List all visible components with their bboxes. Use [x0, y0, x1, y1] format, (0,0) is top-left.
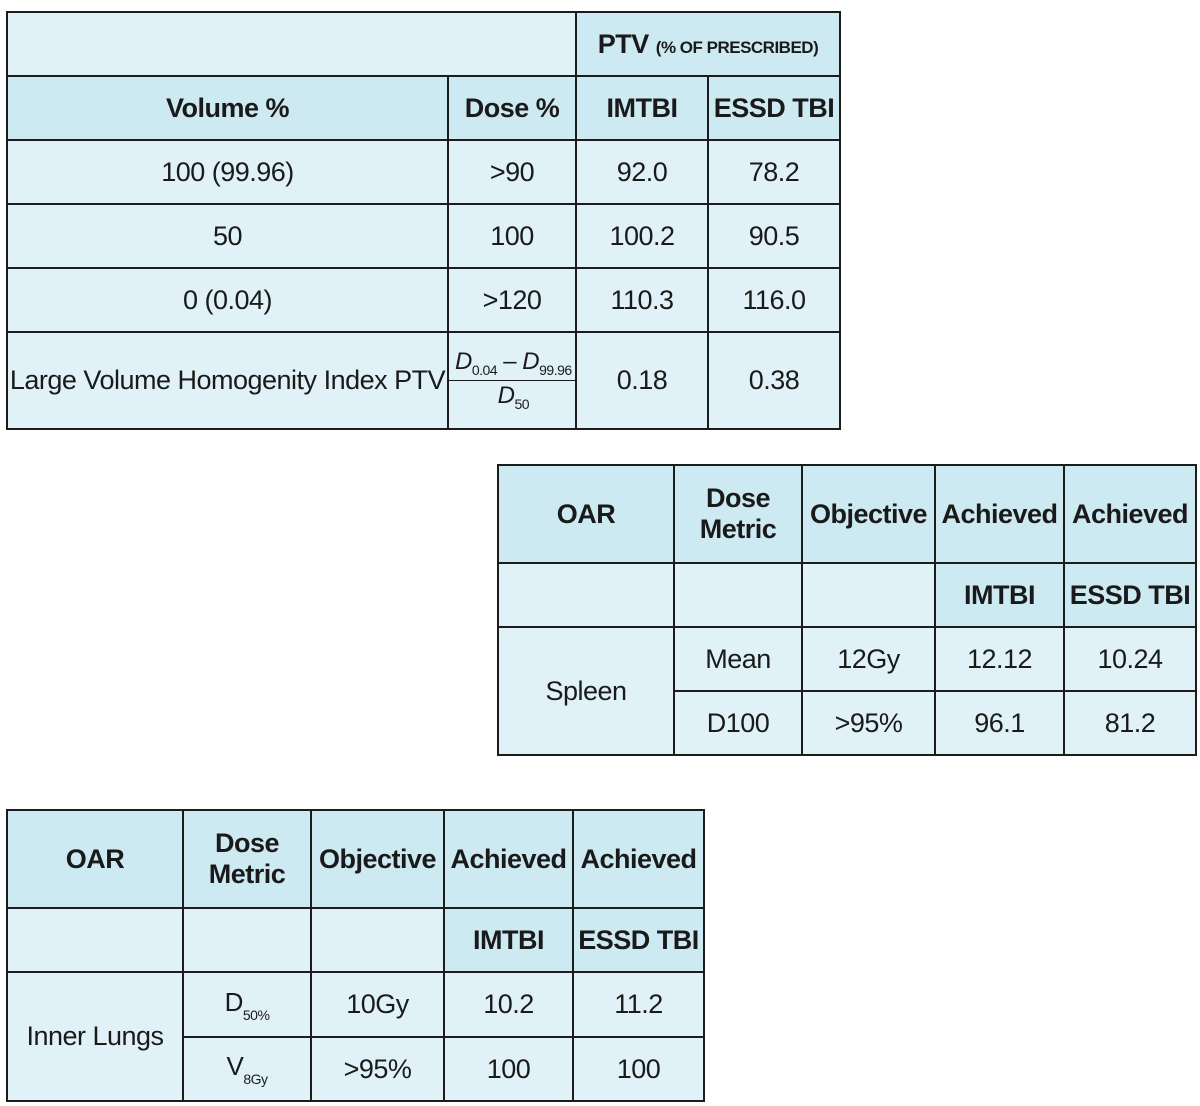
- metric-cell: [183, 1037, 311, 1101]
- volume-cell: 100 (99.96): [7, 140, 448, 204]
- empty-header-cell: [7, 908, 183, 972]
- essd-cell: 0.38: [708, 332, 840, 429]
- formula-d: D: [455, 348, 472, 375]
- col-header-essd: ESSD TBI: [708, 76, 840, 140]
- dose-metric-line1: Dose: [705, 483, 771, 513]
- volume-cell: 50: [7, 204, 448, 268]
- essd-cell: 10.24: [1064, 627, 1196, 691]
- col-header-oar: OAR: [7, 810, 183, 908]
- table-row: [7, 204, 840, 268]
- homogeneity-formula: [448, 332, 576, 429]
- objective-cell: >95%: [311, 1037, 444, 1101]
- sub-header-imtbi: IMTBI: [444, 908, 573, 972]
- objective-cell: 12Gy: [802, 627, 935, 691]
- imtbi-cell: 110.3: [576, 268, 708, 332]
- col-header-objective: Objective: [802, 465, 935, 563]
- dose-cell: >90: [448, 140, 576, 204]
- col-header-achieved-essd: Achieved: [573, 810, 704, 908]
- metric-symbol: D: [224, 986, 243, 1017]
- col-header-dose-metric: [183, 810, 311, 908]
- sub-header-imtbi: IMTBI: [935, 563, 1064, 627]
- imtbi-cell: 0.18: [576, 332, 708, 429]
- metric-cell: D100: [674, 691, 802, 755]
- col-header-dose: Dose %: [448, 76, 576, 140]
- organ-cell: Spleen: [498, 627, 674, 755]
- essd-cell: 100: [573, 1037, 704, 1101]
- imtbi-cell: 100.2: [576, 204, 708, 268]
- ptv-group-header: [576, 12, 840, 76]
- essd-cell: 90.5: [708, 204, 840, 268]
- inner-lungs-oar-table: [6, 809, 705, 1102]
- homogeneity-label: Large Volume Homogenity Index PTV: [7, 332, 448, 429]
- essd-cell: 78.2: [708, 140, 840, 204]
- empty-header-cell: [311, 908, 444, 972]
- dose-cell: >120: [448, 268, 576, 332]
- table-row: [7, 140, 840, 204]
- empty-header-cell: [674, 563, 802, 627]
- dose-metric-line1: Dose: [214, 828, 280, 858]
- imtbi-cell: 100: [444, 1037, 573, 1101]
- dose-cell: 100: [448, 204, 576, 268]
- col-header-achieved-essd: Achieved: [1064, 465, 1196, 563]
- essd-cell: 116.0: [708, 268, 840, 332]
- dose-metric-line2: Metric: [208, 859, 286, 889]
- essd-cell: 81.2: [1064, 691, 1196, 755]
- formula-denominator: [449, 381, 576, 411]
- imtbi-cell: 96.1: [935, 691, 1064, 755]
- table-row: [7, 268, 840, 332]
- formula-sub-b: 99.96: [539, 362, 572, 378]
- metric-symbol: V: [226, 1051, 244, 1081]
- formula-d: D: [497, 382, 515, 409]
- empty-header-cell: [183, 908, 311, 972]
- empty-header-cell: [498, 563, 674, 627]
- objective-cell: >95%: [802, 691, 935, 755]
- organ-cell: Inner Lungs: [7, 972, 183, 1101]
- col-header-achieved-imtbi: Achieved: [935, 465, 1064, 563]
- formula-sub-c: 50: [514, 396, 530, 412]
- empty-header-cell: [802, 563, 935, 627]
- ptv-header-sub: (% OF PRESCRIBED): [655, 37, 819, 57]
- sub-header-essd: ESSD TBI: [1064, 563, 1196, 627]
- col-header-achieved-imtbi: Achieved: [444, 810, 573, 908]
- formula-d: D: [522, 348, 540, 375]
- ptv-dose-table: [6, 11, 841, 430]
- metric-cell: [183, 972, 311, 1037]
- volume-cell: 0 (0.04): [7, 268, 448, 332]
- imtbi-cell: 10.2: [444, 972, 573, 1037]
- formula-fraction: [449, 350, 576, 411]
- col-header-dose-metric: [674, 465, 802, 563]
- table-row: [7, 972, 704, 1037]
- formula-sub-a: 0.04: [471, 362, 498, 378]
- dose-metric-line2: Metric: [699, 514, 777, 544]
- imtbi-cell: 92.0: [576, 140, 708, 204]
- col-header-oar: OAR: [498, 465, 674, 563]
- essd-cell: 11.2: [573, 972, 704, 1037]
- metric-subscript: 8Gy: [243, 1071, 268, 1087]
- table-row: [7, 332, 840, 429]
- metric-subscript: 50%: [242, 1006, 270, 1023]
- formula-numerator: [449, 350, 576, 381]
- metric-cell: Mean: [674, 627, 802, 691]
- objective-cell: 10Gy: [311, 972, 444, 1037]
- sub-header-essd: ESSD TBI: [573, 908, 704, 972]
- col-header-imtbi: IMTBI: [576, 76, 708, 140]
- ptv-header-main: PTV: [597, 28, 649, 59]
- empty-header-cell: [7, 12, 576, 76]
- col-header-objective: Objective: [311, 810, 444, 908]
- imtbi-cell: 12.12: [935, 627, 1064, 691]
- table-row: [498, 627, 1196, 691]
- formula-minus: –: [503, 348, 517, 375]
- col-header-volume: Volume %: [7, 76, 448, 140]
- spleen-oar-table: [497, 464, 1197, 756]
